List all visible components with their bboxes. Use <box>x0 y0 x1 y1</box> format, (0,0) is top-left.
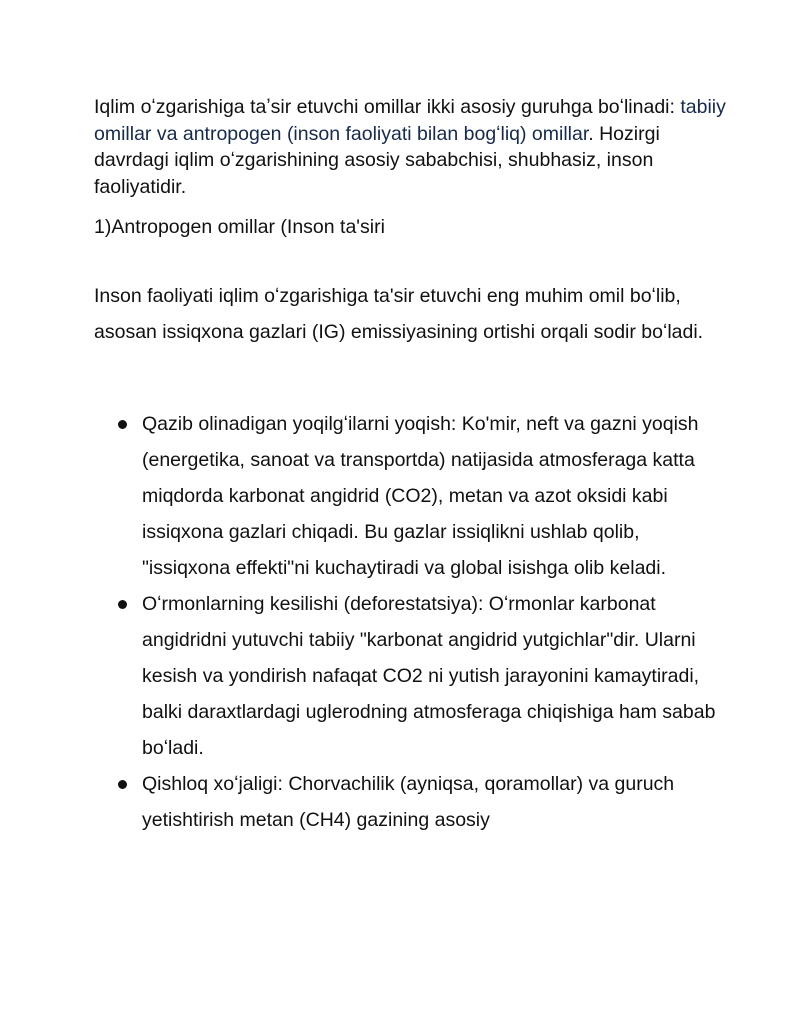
intro-text-end: . Hozirgi davrdagi iqlim oʻzgarishining asosiy sababchisi, shubhasiz, inson faoliyatidir. <box>94 122 660 198</box>
list-item-text: Qazib olinadigan yoqilgʻilarni yoqish: Ko'mir, neft va gazni yoqish (energetika, sanoat va transportda) natijasida atmosferaga katta miqdorda karbonat angidrid (CO2), metan va azot oksidi kabi issiqxona gazlari chiqadi. Bu gazlar issiqlikni ushlab qolib, "issiqxona effekti"ni kuchaytiradi va global isishga olib keladi. <box>142 413 699 579</box>
intro-text-start: Iqlim oʻzgarishiga taʼsir etuvchi omillar ikki asosiy guruhga boʻlinadi: <box>94 96 681 118</box>
list-item <box>0 586 722 766</box>
bullet-dot-icon <box>118 420 127 429</box>
intro-paragraph <box>94 94 734 200</box>
bullet-dot-icon <box>118 780 127 789</box>
list-item-text: Oʻrmonlarning kesilishi (deforestatsiya): Oʻrmonlar karbonat angidridni yutuvchi tabiiy "karbonat angidrid yutgichlar"dir. Ularni kesish va yondirish nafaqat CO2 ni yutish jarayonini kamaytiradi, balki daraxtlardagi uglerodning atmosferaga chiqishiga ham sabab boʻladi. <box>142 593 716 759</box>
bullet-dot-icon <box>118 600 127 609</box>
bullet-list <box>0 406 722 838</box>
section-paragraph: Inson faoliyati iqlim oʻzgarishiga ta'sir etuvchi eng muhim omil boʻlib, asosan issiqxona gazlari (IG) emissiyasining ortishi orqali sodir boʻladi. <box>94 285 704 343</box>
list-item <box>0 766 722 838</box>
list-item-text: Qishloq xoʻjaligi: Chorvachilik (ayniqsa, qoramollar) va guruch yetishtirish metan (CH4) gazining asosiy <box>142 773 675 831</box>
intro-highlighted-text: tabiiy omillar va antropogen (inson faoliyati bilan bogʻliq) omillar <box>94 96 726 145</box>
list-item <box>0 406 722 586</box>
section-heading: 1)Antropogen omillar (Inson ta'siri <box>94 216 385 238</box>
